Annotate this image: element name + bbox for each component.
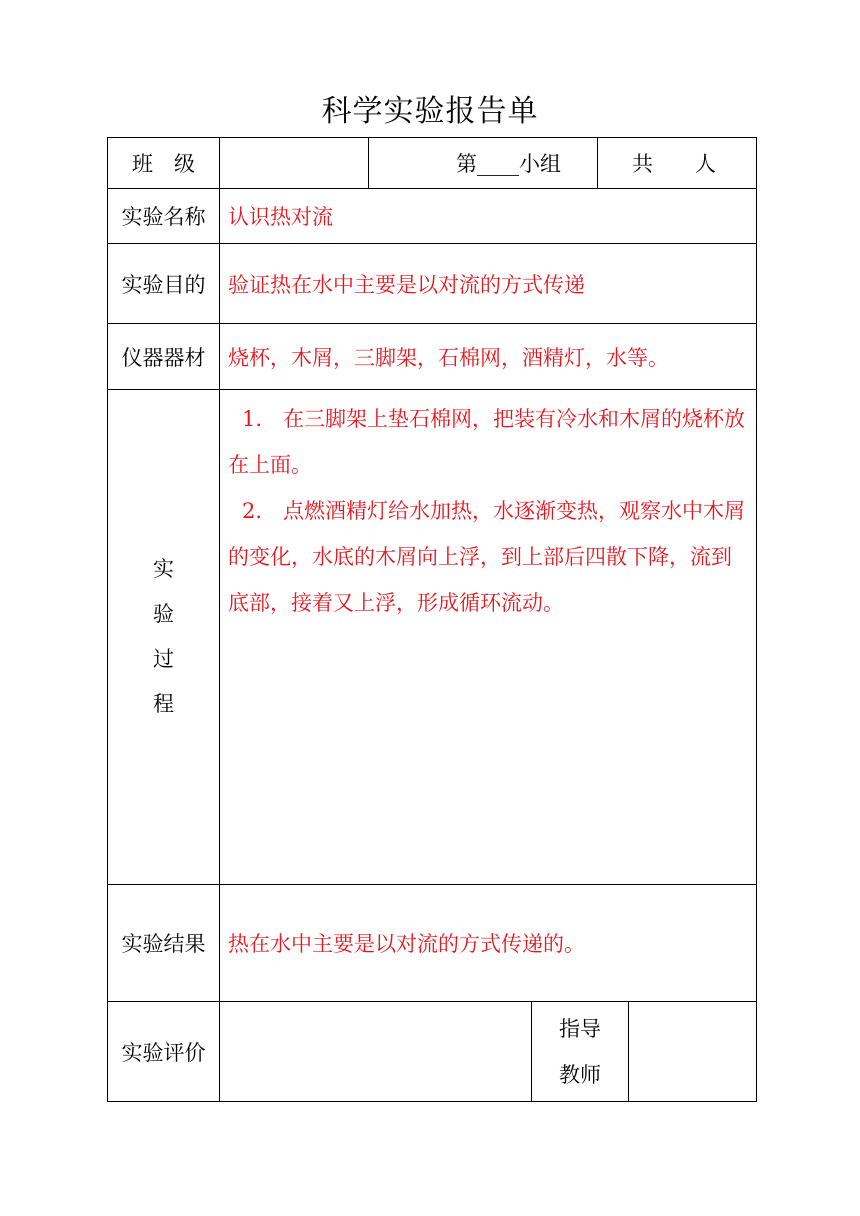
teacher-label-line: 指导 [559,1016,601,1041]
page-title: 科学实验报告单 [321,94,539,129]
materials-value: 烧杯，木屑，三脚架，石棉网，酒精灯，水等。 [219,323,757,390]
purpose-label: 实验目的 [107,243,220,324]
process-label-char: 过 [153,647,174,671]
member-count-field[interactable]: 共 人 [597,137,757,189]
materials-label: 仪器器材 [107,323,220,390]
result-value: 热在水中主要是以对流的方式传递的。 [219,884,757,1002]
result-label: 实验结果 [107,884,220,1002]
evaluation-field[interactable] [219,1001,532,1102]
process-label-char: 验 [153,602,174,626]
evaluation-label: 实验评价 [107,1001,220,1102]
teacher-field[interactable] [628,1001,757,1102]
process-label-char: 程 [153,692,174,716]
process-label-char: 实 [153,557,174,581]
process-step: 2. 点燃酒精灯给水加热，水逐渐变热，观察水中木屑的变化，水底的木屑向上浮，到上部后四散下降，流到底部，接着又上浮，形成循环流动。 [228,499,746,615]
experiment-name-value: 认识热对流 [219,188,757,244]
class-label: 班 级 [107,137,220,189]
class-field[interactable] [219,137,369,189]
process-step: 1. 在三脚架上垫石棉网，把装有冷水和木屑的烧杯放在上面。 [228,407,746,477]
group-field[interactable]: 第____小组 [368,137,598,189]
process-steps [219,389,757,885]
experiment-name-label: 实验名称 [107,188,220,244]
purpose-value: 验证热在水中主要是以对流的方式传递 [219,243,757,324]
teacher-label [531,1001,629,1102]
teacher-label-line: 教师 [559,1062,601,1087]
process-label [107,389,220,885]
